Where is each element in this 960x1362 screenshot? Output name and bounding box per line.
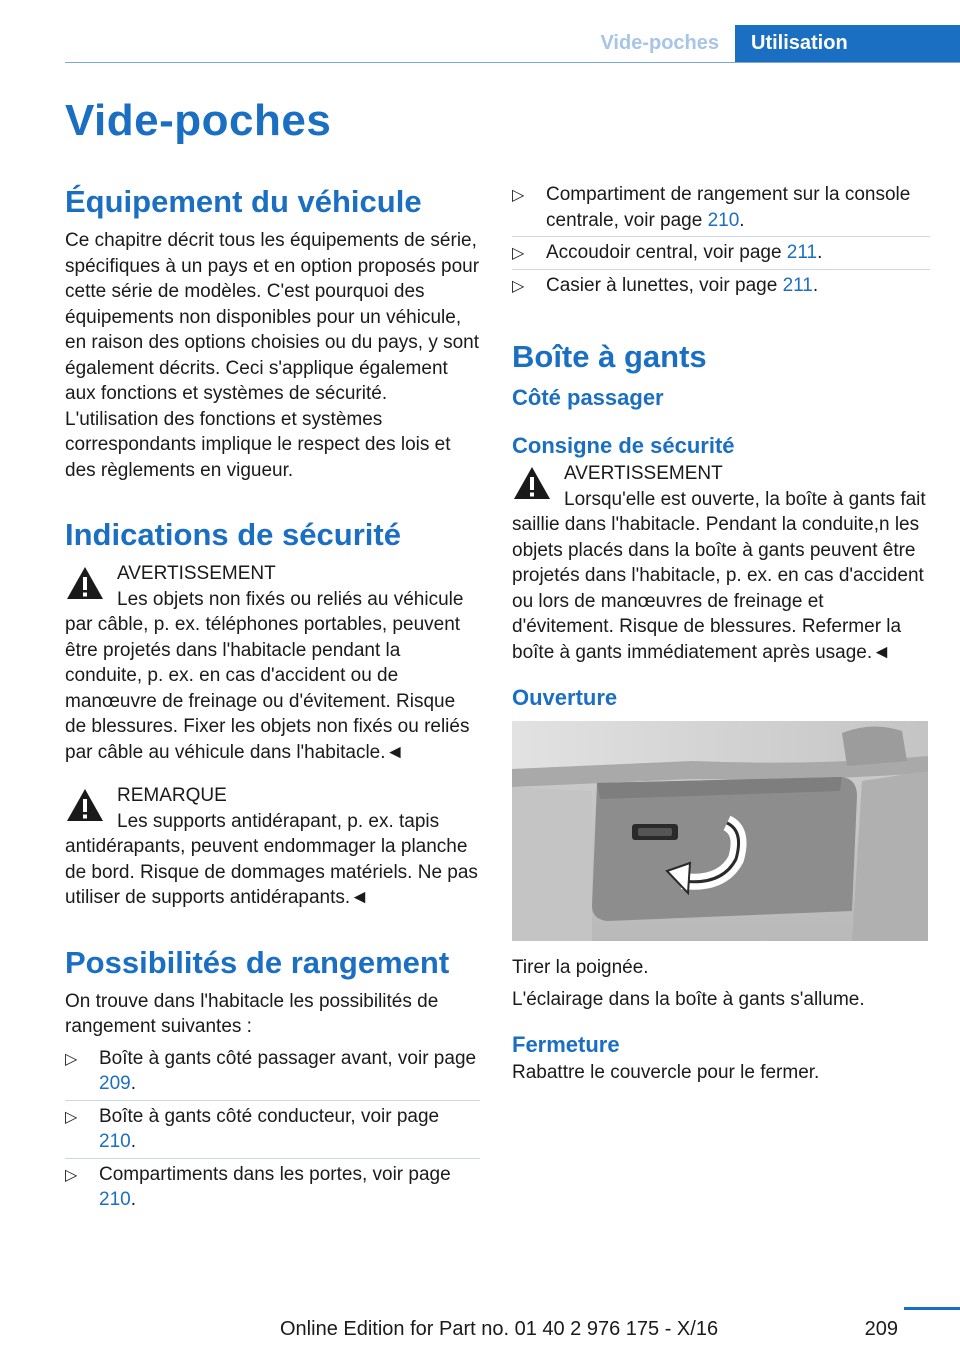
heading-safety-note: Consigne de sécurité [512,433,735,458]
warning-label: AVERTISSEMENT [117,563,276,584]
page-link[interactable]: 209 [99,1073,131,1094]
list-item: ▷ Casier à lunettes, voir page 211. [512,273,930,299]
footer-accent-line [904,1307,960,1310]
left-column [65,182,480,1220]
page-link[interactable]: 210 [99,1131,131,1152]
triangle-bullet-icon: ▷ [65,1108,78,1126]
warning-block [65,561,480,765]
warning-text: Lorsqu'elle est ouverte, la boîte à gants fait saillie dans l'habitacle. Pendant la conduite,n les objets placés dans la boîte à gants peuvent être projetés dans l'habitacle, p. ex. en cas d'accident ou lors de manœuvres de freinage et d'évitement. Risque de blessures. Refermer la boîte à gants immédiatement après usage.◄ [512,488,926,663]
heading-safety: Indications de sécurité [65,517,401,552]
warning-text: Les objets non fixés ou reliés au véhicule par câble, p. ex. téléphones portables, peuvent être projetés dans l'habitacle pendant la conduite, p. ex. en cas d'accident ou de manœuvre de freinage ou d'évitement. Risque de blessures. Fixer les objets non fixés ou reliés par câble au véhicule dans l'habitacle.◄ [65,588,470,763]
warning-icon [65,787,105,823]
storage-list-continued [512,182,930,298]
page-link[interactable]: 211 [782,274,813,296]
right-column [512,182,930,1086]
closing-text: Rabattre le couvercle pour le fermer. [512,1062,820,1083]
note-label: REMARQUE [117,785,227,806]
page-title: Vide-poches [65,96,332,145]
heading-closing: Fermeture [512,1032,620,1057]
heading-passenger-side: Côté passager [512,385,664,410]
header-chapter-tab[interactable]: Utilisation [735,25,960,62]
equipment-paragraph: Ce chapitre décrit tous les équipements de série, spécifiques à un pays et en option proposés pour cette série de modèles. C'est pourquoi des équipements non disponibles pour un véhicule, en raison des options choisies ou du pays, y sont également décrits. Ceci s'applique également aux fonctions et systèmes de sécurité. L'utilisation des fonctions et systèmes correspondants implique le respect des lois et des règlements en vigueur. [65,230,480,481]
page-header [65,25,960,63]
footer-edition: Online Edition for Part no. 01 40 2 976 175 - X/16 [280,1318,719,1340]
note-block [65,783,480,911]
warning-icon [512,465,552,501]
page-link[interactable]: 210 [707,209,740,231]
triangle-bullet-icon: ▷ [512,277,525,295]
list-item: ▷ Compartiments dans les portes, voir page 210. [65,1163,451,1210]
warning-label: AVERTISSEMENT [564,463,723,484]
warning-icon [65,565,105,601]
list-item: ▷ Boîte à gants côté passager avant, voir page 209. [65,1046,480,1097]
heading-storage: Possibilités de rangement [65,944,450,980]
warning-block [512,461,930,665]
heading-glovebox: Boîte à gants [512,339,707,374]
list-item: ▷ Boîte à gants côté conducteur, voir page 210. [65,1104,480,1155]
storage-intro: On trouve dans l'habitacle les possibilités de rangement suivantes : [65,990,439,1037]
list-item: ▷ Accoudoir central, voir page 211. [512,240,930,266]
triangle-bullet-icon: ▷ [512,187,525,204]
page-link[interactable]: 211 [786,242,818,263]
storage-list [65,1046,480,1213]
triangle-bullet-icon: ▷ [65,1050,78,1068]
triangle-bullet-icon: ▷ [65,1166,78,1184]
opening-step-2: L'éclairage dans la boîte à gants s'allume. [512,988,865,1010]
page-link[interactable]: 210 [99,1189,131,1210]
note-text: Les supports antidérapant, p. ex. tapis antidérapants, peuvent endommager la planche de bord. Risque de dommages matériels. Ne pas utiliser de supports antidérapants.◄ [65,810,478,908]
heading-equipment: Équipement du véhicule [65,184,422,219]
glovebox-illustration [512,721,928,941]
list-item: ▷ Compartiment de rangement sur la console centrale, voir page 210. [512,182,930,233]
triangle-bullet-icon: ▷ [512,245,525,262]
header-section-title: Vide-poches [600,32,719,54]
opening-step-1: Tirer la poignée. [512,957,649,978]
heading-opening: Ouverture [512,685,618,710]
page-number: 209 [864,1318,898,1340]
